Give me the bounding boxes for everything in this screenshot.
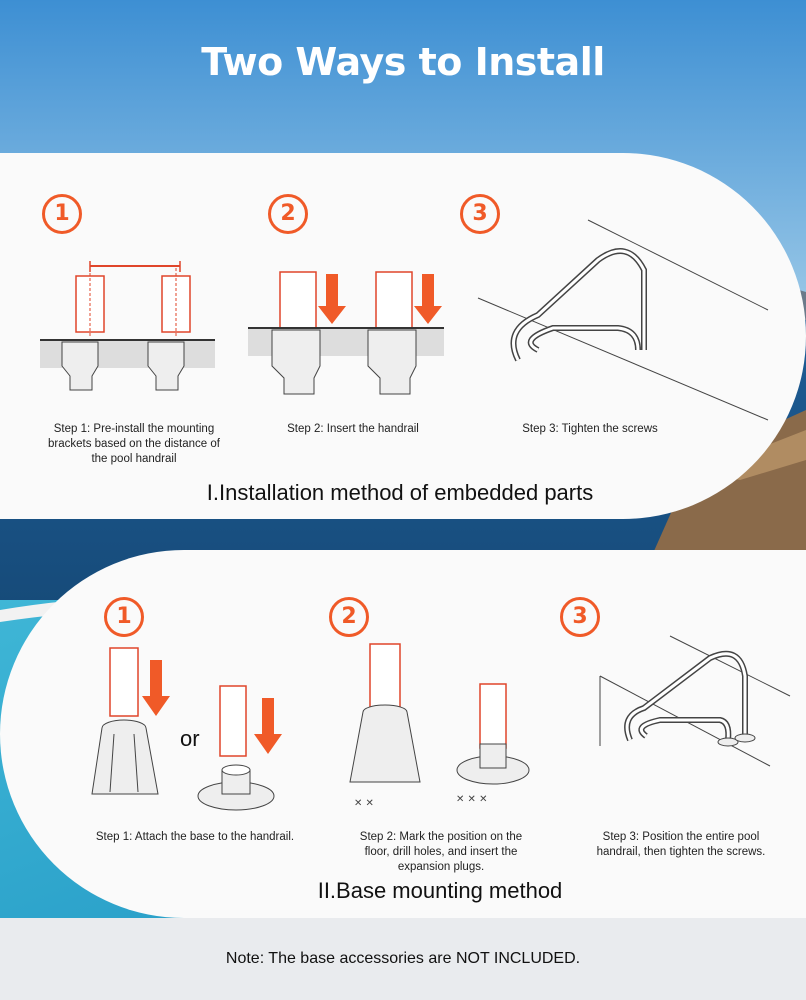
svg-text:✕ ✕ ✕: ✕ ✕ ✕ (456, 794, 488, 805)
embedded-step-1-text: Step 1: Pre-install the mounting brackets based on the distance of the pool handrail (48, 423, 220, 465)
base-flange-illustration (196, 684, 296, 824)
step-number-2: 2 (268, 194, 308, 234)
base-method-heading: II.Base mounting method (317, 878, 563, 903)
base-step-3-text: Step 3: Position the entire pool handrail, then tighten the screws. (596, 831, 766, 858)
svg-text:✕ ✕: ✕ ✕ (354, 798, 374, 809)
page-title: Two Ways to Install (201, 40, 605, 84)
step-number-1: 1 (42, 194, 82, 234)
embedded-step-2-text: Step 2: Insert the handrail (287, 423, 419, 435)
position-handrail-illustration (600, 636, 790, 796)
tighten-screws-illustration (478, 220, 768, 400)
embedded-method-heading: I.Installation method of embedded parts (206, 480, 594, 505)
base-step-1-text: Step 1: Attach the base to the handrail. (95, 831, 295, 843)
bracket-preinstall-illustration (40, 258, 220, 408)
step-number-2-base: 2 (329, 597, 369, 637)
or-label: or (180, 726, 200, 751)
base-step-2-text: Step 2: Mark the position on the floor, drill holes, and insert the expansion plugs. (359, 831, 523, 873)
step-number-1-base: 1 (104, 597, 144, 637)
mark-drill-illustration (340, 640, 540, 810)
note-text: Note: The base accessories are NOT INCLUDED. (225, 950, 581, 967)
step-number-3-base: 3 (560, 597, 600, 637)
embedded-step-3-text: Step 3: Tighten the screws (522, 423, 658, 435)
insert-handrail-illustration (248, 268, 444, 408)
base-cone-illustration (88, 644, 188, 824)
step-number-3: 3 (460, 194, 500, 234)
